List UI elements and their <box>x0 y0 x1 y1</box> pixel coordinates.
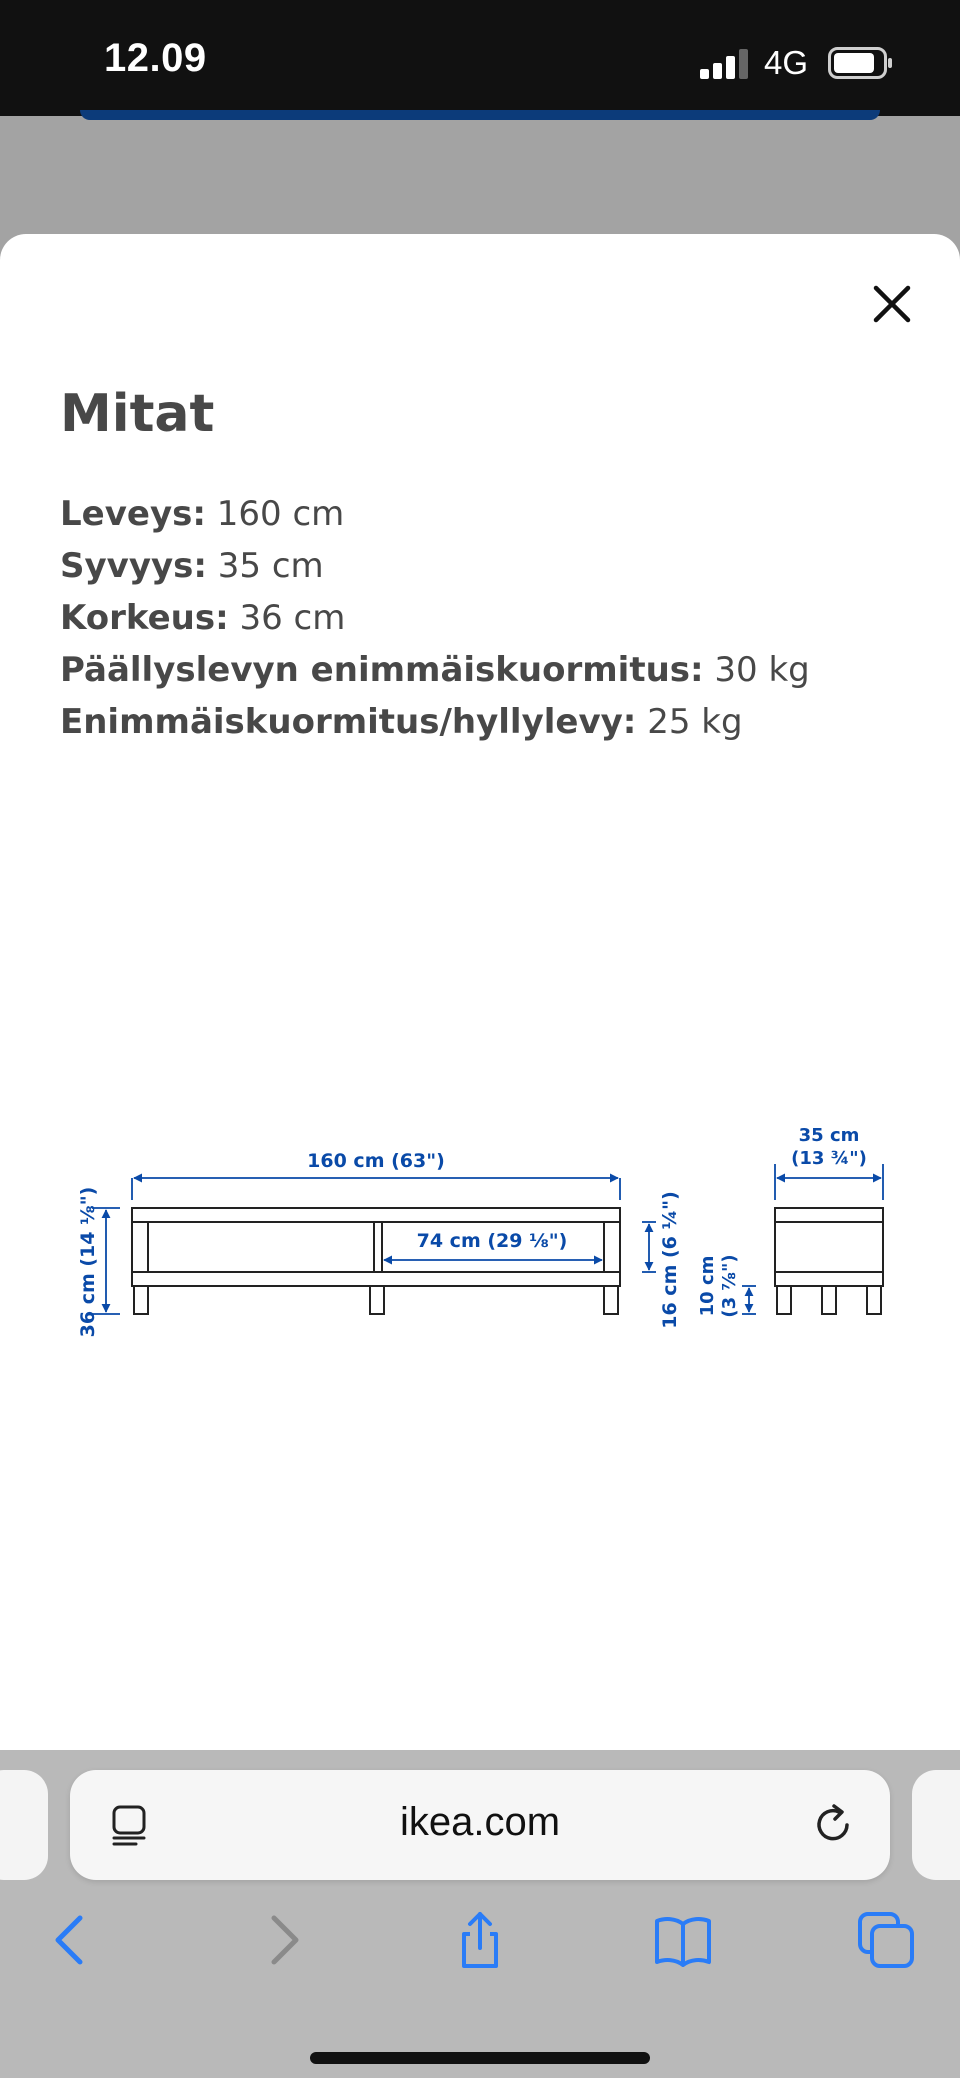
underlying-page-edge <box>80 110 880 120</box>
spec-key: Päällyslevyn enimmäiskuormitus: <box>60 650 704 690</box>
spec-row-depth <box>60 540 810 592</box>
reload-icon[interactable] <box>810 1802 856 1848</box>
spec-key: Korkeus: <box>60 598 229 638</box>
tabs-icon[interactable] <box>856 1910 916 1970</box>
leg-dimension-label-in: (3 ⅞") <box>719 1254 740 1318</box>
status-time: 12.09 <box>104 36 207 80</box>
spec-row-width <box>60 488 810 540</box>
network-label: 4G <box>764 44 809 81</box>
bookmarks-icon[interactable] <box>653 1910 713 1970</box>
spec-value: 30 kg <box>703 650 810 690</box>
depth-dimension-label-cm: 35 cm <box>798 1125 860 1146</box>
battery-icon <box>828 47 894 79</box>
spec-row-height <box>60 592 810 644</box>
signal-icon <box>700 49 752 79</box>
opening-dimension-label: 16 cm (6 ¼") <box>659 1191 681 1329</box>
share-icon[interactable] <box>450 1910 510 1970</box>
dimension-diagram <box>70 1112 900 1346</box>
forward-icon[interactable] <box>252 1910 312 1970</box>
next-tab-preview[interactable] <box>912 1770 960 1880</box>
leg-dimension-label-cm: 10 cm <box>697 1255 718 1317</box>
depth-dimension-label-in: (13 ¾") <box>791 1148 867 1169</box>
spec-value: 160 cm <box>205 494 345 534</box>
front-view <box>132 1208 620 1314</box>
spec-key: Syvyys: <box>60 546 207 586</box>
shelf-dimension-label: 74 cm (29 ⅛") <box>416 1230 568 1252</box>
url-text: ikea.com <box>399 1800 561 1844</box>
spec-row-shelf-load <box>60 696 810 748</box>
spec-value: 35 cm <box>206 546 324 586</box>
spec-value: 36 cm <box>228 598 346 638</box>
modal-title: Mitat <box>60 384 215 444</box>
status-bar <box>0 0 960 116</box>
address-bar[interactable] <box>70 1770 890 1880</box>
width-dimension-label: 160 cm (63") <box>307 1150 445 1172</box>
home-indicator[interactable] <box>310 2052 650 2064</box>
side-view <box>775 1208 883 1314</box>
close-icon[interactable] <box>868 280 916 328</box>
spec-row-top-load <box>60 644 810 696</box>
height-dimension-label: 36 cm (14 ⅛") <box>77 1186 99 1338</box>
previous-tab-preview[interactable] <box>0 1770 48 1880</box>
back-icon[interactable] <box>42 1910 102 1970</box>
spec-value: 25 kg <box>636 702 743 742</box>
spec-key: Leveys: <box>60 494 206 534</box>
dimensions-sheet <box>0 234 960 1750</box>
spec-key: Enimmäiskuormitus/hyllylevy: <box>60 702 637 742</box>
specs-list <box>60 488 810 748</box>
browser-toolbar <box>0 1750 960 2078</box>
